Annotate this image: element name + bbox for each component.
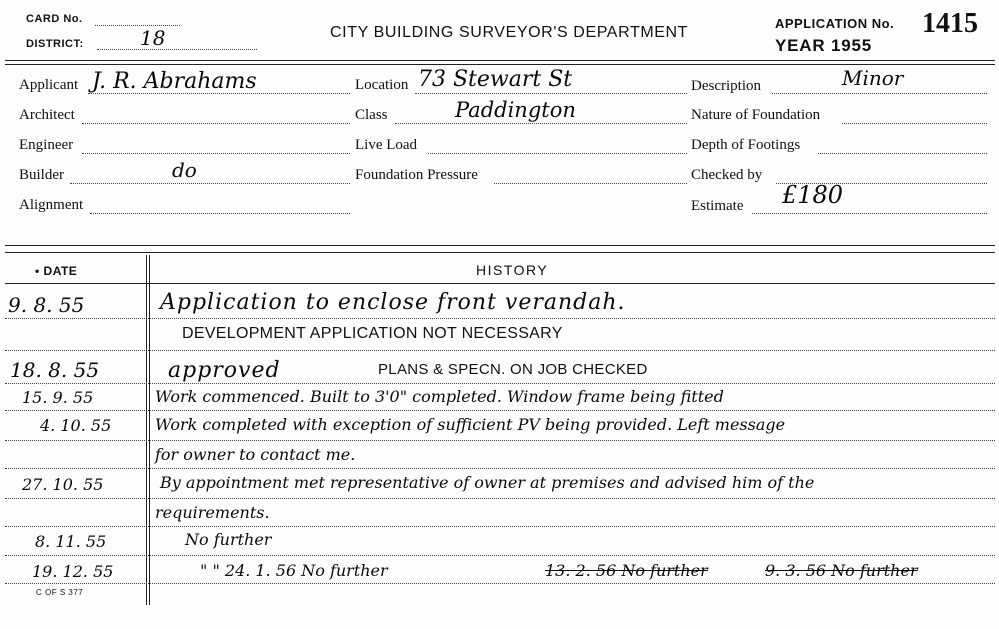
- history-date: 18. 8. 55: [10, 358, 100, 382]
- description-value: Minor: [842, 66, 904, 90]
- history-date: 9. 8. 55: [8, 293, 85, 317]
- history-stamp: PLANS & SPECN. ON JOB CHECKED: [378, 361, 648, 378]
- top-rule: [5, 60, 995, 61]
- foundation-pressure-label: Foundation Pressure: [355, 167, 478, 183]
- top-rule-2: [5, 64, 995, 65]
- estimate-value: £180: [782, 181, 844, 209]
- applicant-value: J. R. Abrahams: [92, 69, 257, 94]
- card-no-label: CARD No.: [26, 13, 83, 25]
- alignment-label: Alignment: [19, 197, 84, 213]
- district-value: 18: [140, 26, 166, 50]
- history-entry: By appointment met representative of owner at premises and advised him of the: [160, 473, 815, 492]
- class-label: Class: [355, 107, 388, 123]
- mid-rule: [5, 245, 995, 246]
- checked-by-label: Checked by: [691, 167, 763, 183]
- history-header-rule: [5, 283, 995, 284]
- history-line: [5, 555, 995, 556]
- department-title: CITY BUILDING SURVEYOR'S DEPARTMENT: [330, 24, 689, 41]
- alignment-line: [90, 213, 350, 214]
- foundation-pressure-line: [494, 183, 687, 184]
- location-value: 73 Stewart St: [418, 67, 573, 92]
- history-entry-struck: 13. 2. 56 No further: [545, 561, 708, 580]
- description-line: [772, 93, 987, 94]
- class-line: [395, 123, 687, 124]
- history-entry-struck: 9. 3. 56 No further: [765, 561, 918, 580]
- estimate-line: [752, 213, 987, 214]
- depth-footings-line: [818, 153, 987, 154]
- history-entry: Work commenced. Built to 3'0" completed. Window frame being fitted: [155, 387, 724, 406]
- history-line: [5, 526, 995, 527]
- builder-label: Builder: [19, 167, 64, 183]
- history-date: 15. 9. 55: [22, 388, 94, 407]
- date-column-divider-2: [149, 255, 150, 605]
- live-load-label: Live Load: [355, 137, 418, 153]
- builder-value: do: [172, 158, 197, 182]
- class-value: Paddington: [455, 98, 576, 122]
- location-line: [415, 93, 687, 94]
- estimate-label: Estimate: [691, 198, 744, 214]
- history-line: [5, 410, 995, 411]
- history-entry: approved: [168, 358, 281, 383]
- architect-label: Architect: [19, 107, 75, 123]
- applicant-label: Applicant: [19, 77, 79, 93]
- history-line: [5, 468, 995, 469]
- nature-foundation-line: [842, 123, 987, 124]
- history-date: 4. 10. 55: [40, 416, 112, 435]
- application-no-label: APPLICATION No.: [775, 16, 895, 31]
- history-entry: for owner to contact me.: [155, 445, 356, 464]
- description-label: Description: [691, 78, 761, 94]
- history-entry: Application to enclose front verandah.: [160, 290, 626, 315]
- depth-footings-label: Depth of Footings: [691, 137, 801, 153]
- application-no: 1415: [922, 8, 978, 39]
- engineer-label: Engineer: [19, 137, 74, 153]
- date-header: • DATE: [35, 264, 78, 278]
- history-header: HISTORY: [476, 262, 549, 278]
- history-stamp: DEVELOPMENT APPLICATION NOT NECESSARY: [182, 325, 563, 342]
- history-entry: requirements.: [155, 503, 270, 522]
- history-line: [5, 383, 995, 384]
- form-code: C OF S 377: [36, 588, 84, 597]
- history-line: [5, 318, 995, 319]
- history-line: [5, 498, 995, 499]
- architect-line: [82, 123, 350, 124]
- district-line: [97, 49, 257, 50]
- history-line: [5, 583, 995, 584]
- year-label: YEAR 1955: [775, 36, 872, 55]
- history-line: [5, 350, 995, 351]
- history-entry: " " 24. 1. 56 No further: [200, 561, 388, 580]
- history-entry: Work completed with exception of sufficient PV being provided. Left message: [155, 415, 786, 434]
- nature-foundation-label: Nature of Foundation: [691, 107, 821, 123]
- history-line: [5, 440, 995, 441]
- live-load-line: [428, 153, 687, 154]
- history-date: 19. 12. 55: [32, 562, 114, 581]
- history-entry: No further: [185, 530, 272, 549]
- builder-line: [70, 183, 350, 184]
- history-date: 27. 10. 55: [22, 475, 104, 494]
- card-no-line: [95, 25, 180, 26]
- engineer-line: [82, 153, 350, 154]
- date-column-divider: [146, 255, 147, 605]
- district-label: DISTRICT:: [26, 38, 84, 50]
- mid-rule-2: [5, 252, 995, 253]
- location-label: Location: [355, 77, 409, 93]
- history-date: 8. 11. 55: [35, 532, 107, 551]
